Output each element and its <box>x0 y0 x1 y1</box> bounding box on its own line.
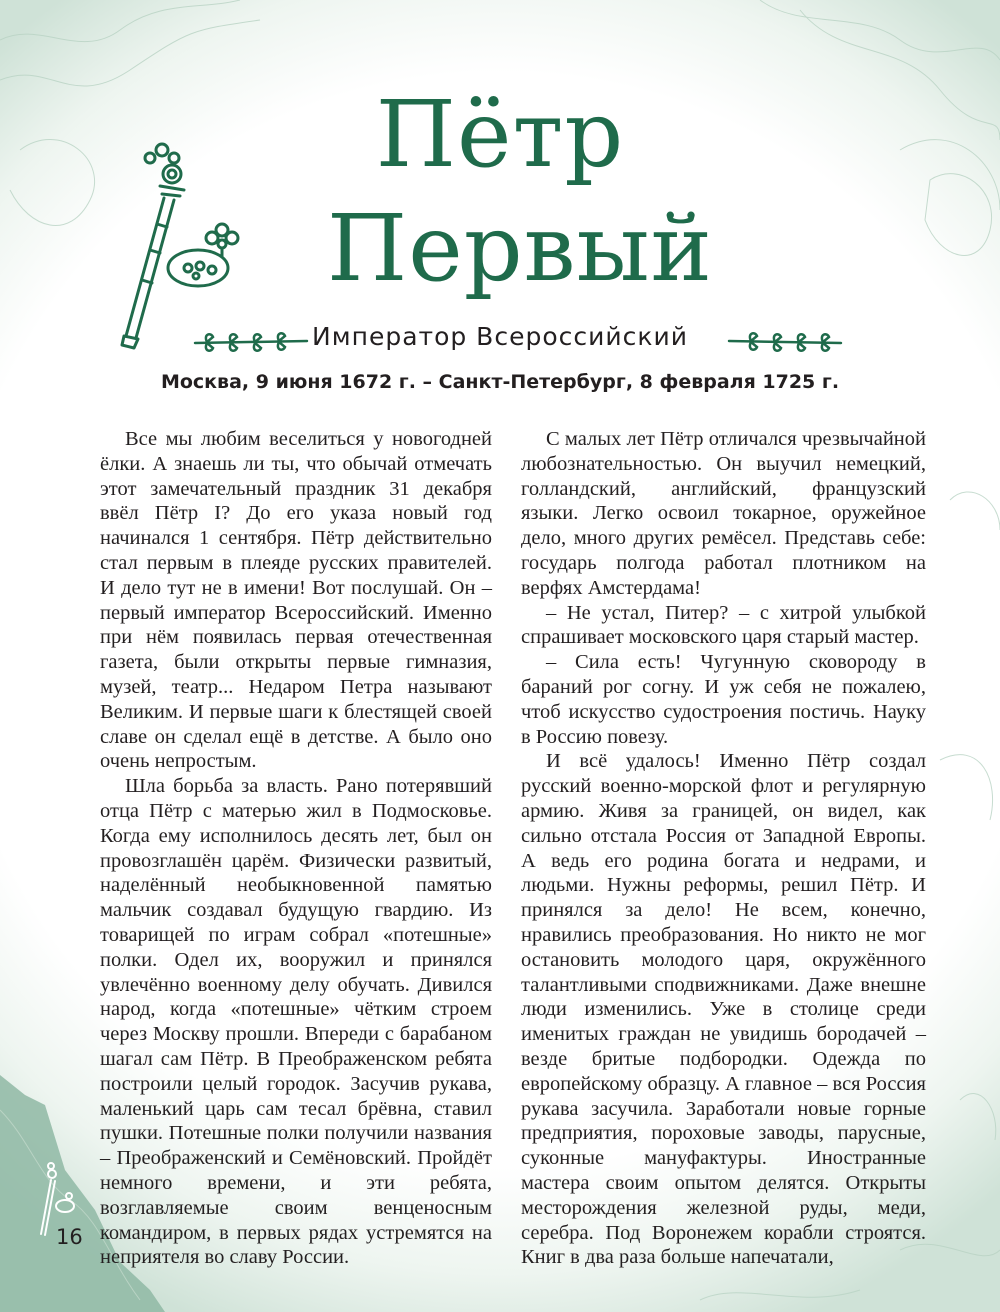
left-column <box>100 427 492 1270</box>
paragraph: Шла борьба за власть. Рано потерявший отца Пётр с матерью жил в Подмосковье. Когда ему исполнилось десять лет, был он провозглашён царём. Физически развитый, наделённый необыкновенной памятью мальчик создавал будущую гвардию. Из товарищей по играм собрал «потешные» полки. Одел их, вооружил и принялся увлечённо военному делу обучать. Дивился народ, когда «потешные» чётким строем через Москву прошли. Впереди с барабаном шагал сам Пётр. В Преображенском ребята построили целый городок. Засучив рукава, маленький царь сам тесал брёвна, ставил пушки. Потешные полки получили названия – Преображенский и Семёновский. Пройдёт немного времени, и эти ребята, возглавляемые своим венценосным командиром, в первых рядах устремятся на неприятеля во славу России. <box>100 775 492 1269</box>
paragraph: Все мы любим веселиться у новогодней ёлки. А знаешь ли ты, что обычай отмечать этот замечательный праздник 31 декабря ввёл Пётр I? До его указа новый год начинался 1 сентября. Пётр действительно стал первым в плеяде русских правителей. И дело тут не в имени! Вот послушай. Он – первый император Всероссийский. Именно при нём появилась первая отечественная газета, были открыты первые гимназия, музей, театр... Недаром Петра называют Великим. И первые шаги к блестящей своей славе он сделал ещё в детстве. А было оно очень непростым. <box>100 428 492 773</box>
title-line-2: Первый <box>327 195 713 302</box>
right-column <box>521 427 926 1270</box>
subtitle: Император Всероссийский <box>312 322 688 351</box>
life-dates: Москва, 9 июня 1672 г. – Санкт-Петербург, 8 февраля 1725 г. <box>160 371 840 393</box>
paragraph: С малых лет Пётр отличался чрезвычайной любознательностью. Он выучил немецкий, голландский, английский, французский языки. Легко освоил токарное, оружейное дело, много других ремёсел. Представь себе: государь полгода работал плотником на верфях Амстердама! <box>521 428 926 599</box>
page-number: 16 <box>56 1225 83 1249</box>
laurel-right-icon <box>727 329 843 355</box>
title-line-1: Пётр <box>375 81 625 188</box>
paragraph: И всё удалось! Именно Пётр создал русский военно-морской флот и регулярную армию. Живя за границей, он видел, как сильно отстала Россия от Западной Европы. А ведь его родина богата и недрами, и людьми. Нужны реформы, решил Пётр. И принялся за дело! Не всем, конечно, нравились преобразования. Но никто не мог остановить молодого царя, окружённого талантливыми сподвижниками. Даже внешне люди изменились. Уже в столице среди именитых граждан не увидишь бородачей – везде бритые подбородки. Одежда по европейскому образцу. А главное – вся Россия рукава засучила. Заработали новые горные предприятия, пороховые заводы, парусные, суконные мануфактуры. Иностранные мастера своим опытом делятся. Открыты месторождения железной руды, меди, серебра. Под Воронежем корабли строятся. Книг в два раза больше напечатали, <box>521 750 926 1269</box>
paragraph: – Не устал, Питер? – с хитрой улыбкой спрашивает московского царя старый мастер. <box>521 601 926 649</box>
paragraph: – Сила есть! Чугунную сковороду в бараний рог согну. И уж себя не пожалею, чтоб искусство судостроения постичь. Науку в Россию повезу. <box>521 651 926 748</box>
page-title <box>0 78 1000 306</box>
